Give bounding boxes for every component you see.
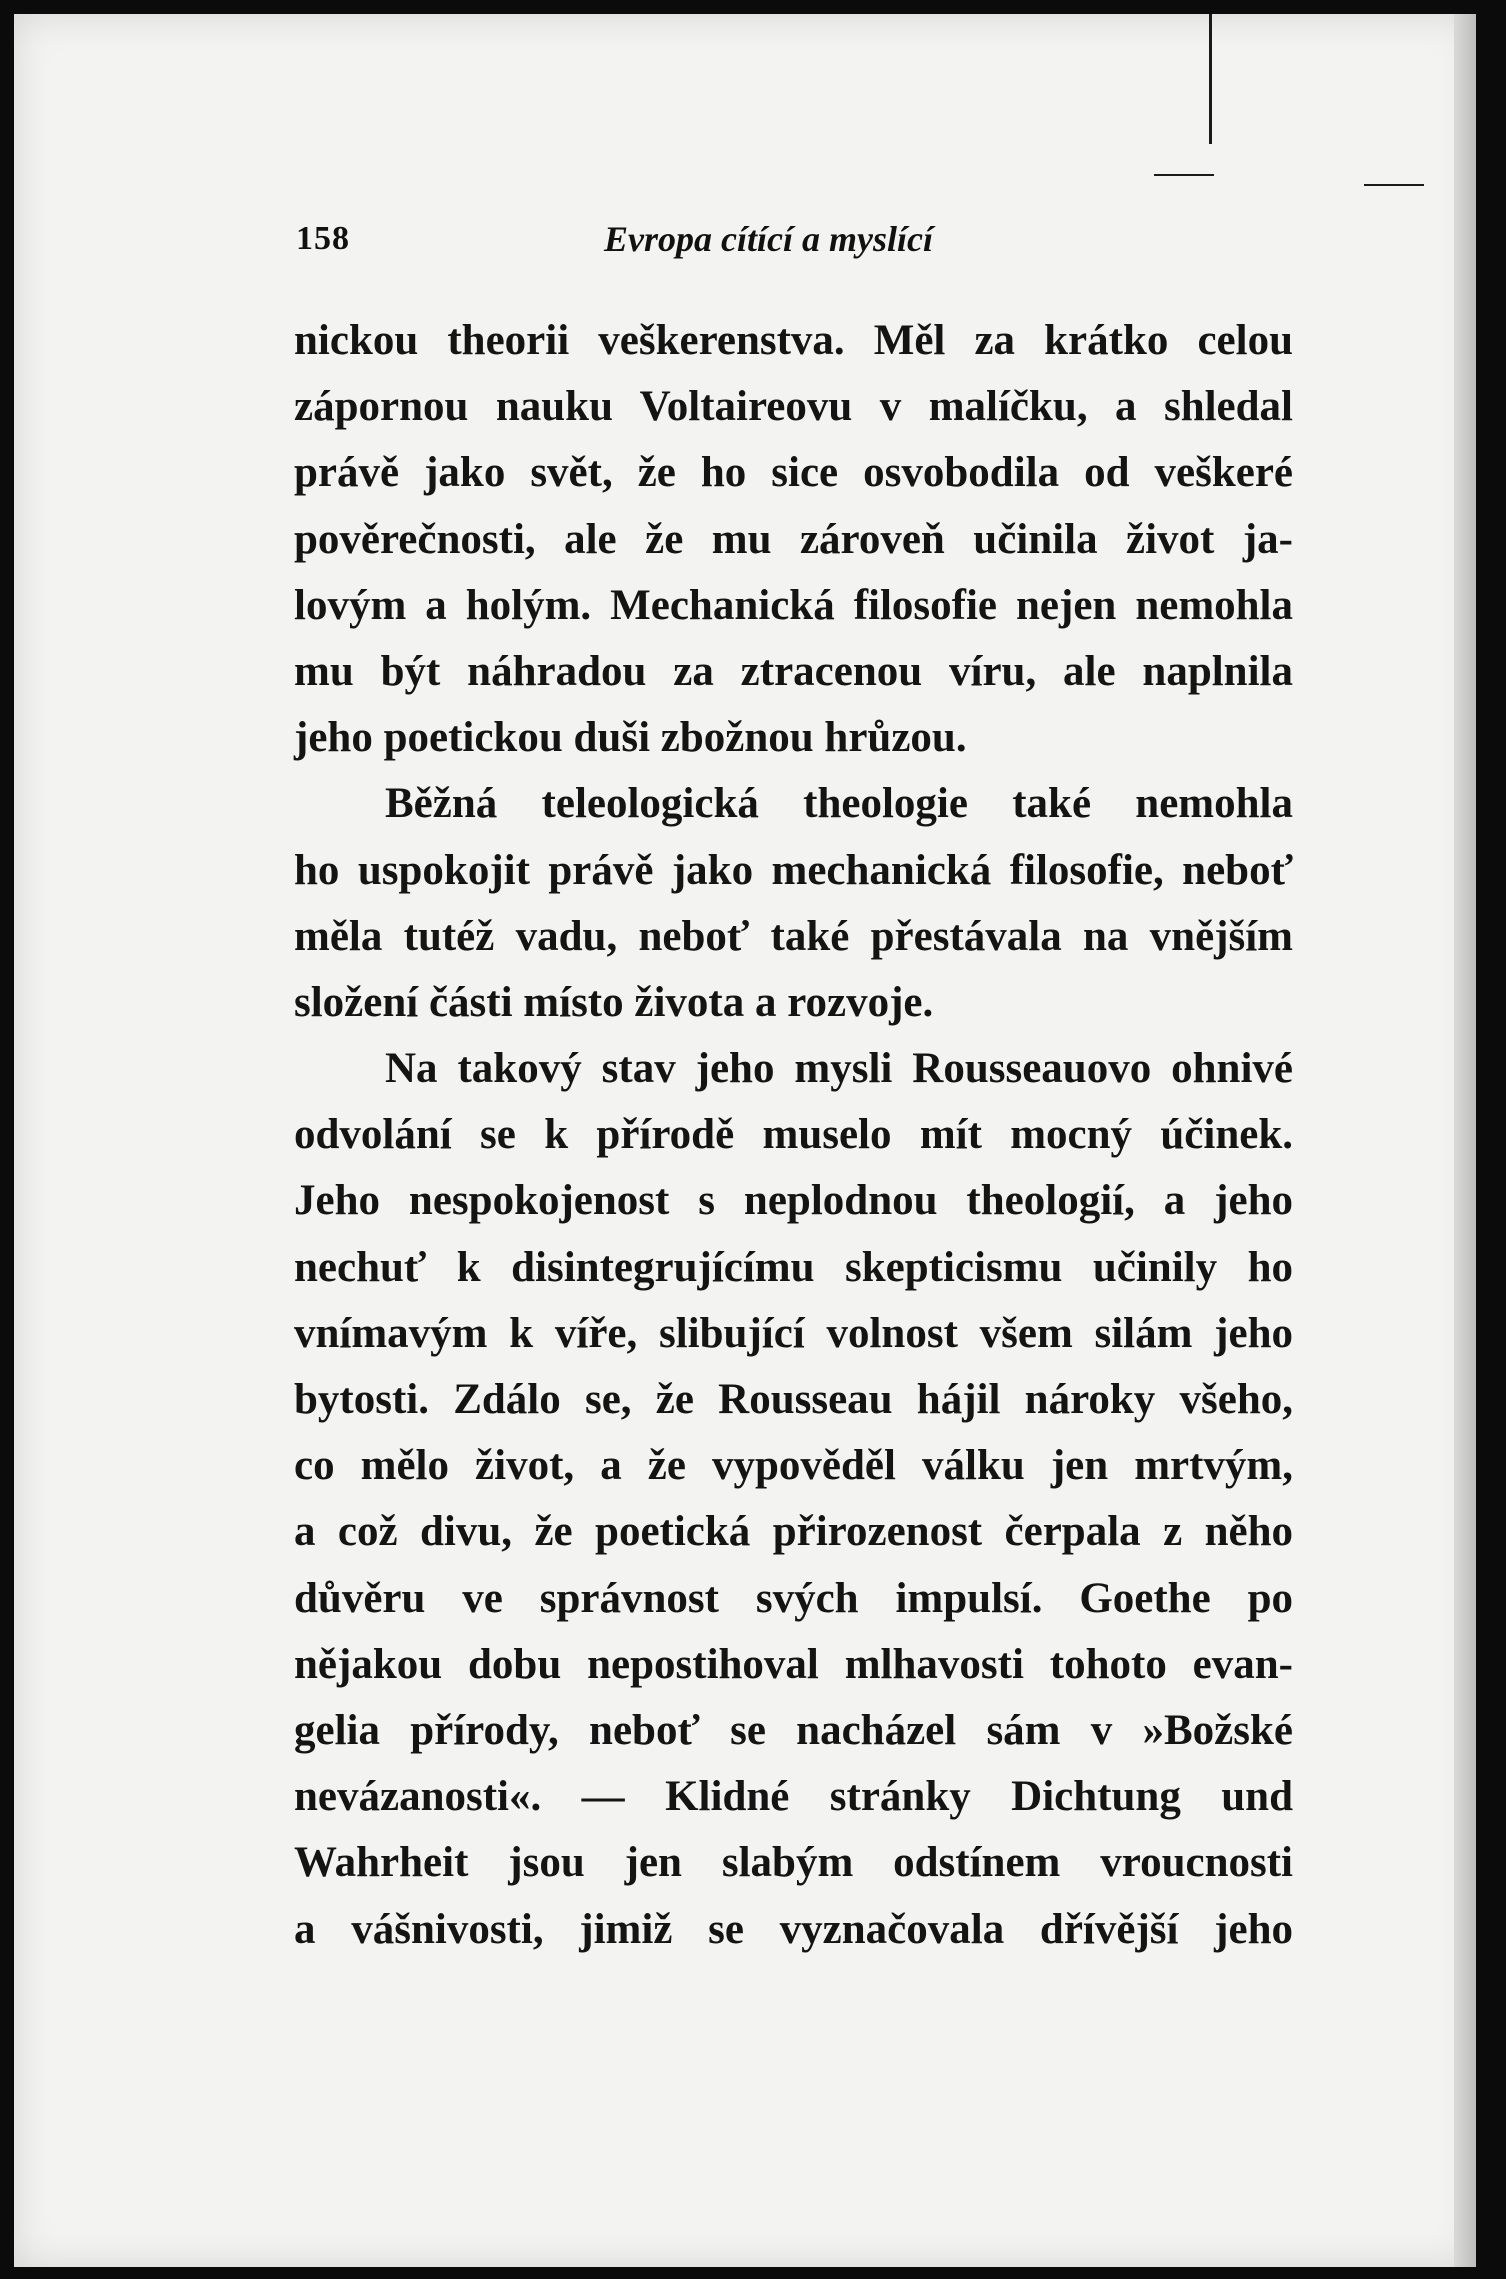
- text-line: Jeho nespokojenost s neplodnou theologií, a jeho: [294, 1177, 1293, 1225]
- text-line: mu být náhradou za ztracenou víru, ale naplnila: [294, 647, 1293, 695]
- page-header: [14, 14, 1476, 314]
- text-line: měla tutéž vadu, neboť také přestávala na vnějším: [294, 912, 1293, 960]
- text-line: důvěru ve správnost svých impulsí. Goethe po: [294, 1574, 1293, 1622]
- text-line: Wahrheit jsou jen slabým odstínem vroucnosti: [294, 1839, 1293, 1887]
- paragraph-first-line: Na takový stav jeho mysli Rousseauovo ohnivé: [385, 1045, 1293, 1093]
- text-body: [294, 308, 1293, 1963]
- text-line: složení části místo života a rozvoje.: [294, 978, 934, 1026]
- text-line: a což divu, že poetická přirozenost čerpala z něho: [294, 1508, 1293, 1556]
- book-page: [14, 14, 1476, 2267]
- text-line: gelia přírody, neboť se nacházel sám v »Božské: [294, 1706, 1293, 1754]
- text-line: odvolání se k přírodě muselo mít mocný účinek.: [294, 1111, 1293, 1159]
- text-line: nechuť k disintegrujícímu skepticismu učinily ho: [294, 1243, 1293, 1291]
- page-number: 158: [296, 220, 350, 257]
- text-line: nickou theorii veškerenstva. Měl za krátko celou: [294, 317, 1293, 364]
- text-line: ho uspokojit právě jako mechanická filosofie, neboť: [294, 846, 1293, 894]
- text-line: bytosti. Zdálo se, že Rousseau hájil nároky všeho,: [294, 1376, 1293, 1423]
- running-title: Evropa cítící a myslící: [604, 219, 933, 259]
- text-line: nějakou dobu nepostihoval mlhavosti tohoto evan-: [294, 1640, 1293, 1688]
- text-line: právě jako svět, že ho sice osvobodila od veškeré: [294, 449, 1293, 497]
- text-line: pověrečnosti, ale že mu zároveň učinila život ja-: [294, 515, 1293, 563]
- text-line: co mělo život, a že vypověděl válku jen mrtvým,: [294, 1442, 1293, 1490]
- text-line: vnímavým k víře, slibující volnost všem silám jeho: [294, 1309, 1293, 1357]
- paragraph-first-line: Běžná teleologická theologie také nemohla: [385, 780, 1293, 828]
- text-line: jeho poetickou duši zbožnou hrůzou.: [294, 714, 967, 762]
- text-line: zápornou nauku Voltaireovu v malíčku, a shledal: [294, 383, 1293, 431]
- text-line: lovým a holým. Mechanická filosofie nejen nemohla: [294, 581, 1293, 629]
- text-line: nevázanosti«. — Klidné stránky Dichtung und: [294, 1773, 1293, 1821]
- text-line: a vášnivosti, jimiž se vyznačovala dřívější jeho: [294, 1905, 1293, 1953]
- page-edge: [1454, 14, 1476, 2267]
